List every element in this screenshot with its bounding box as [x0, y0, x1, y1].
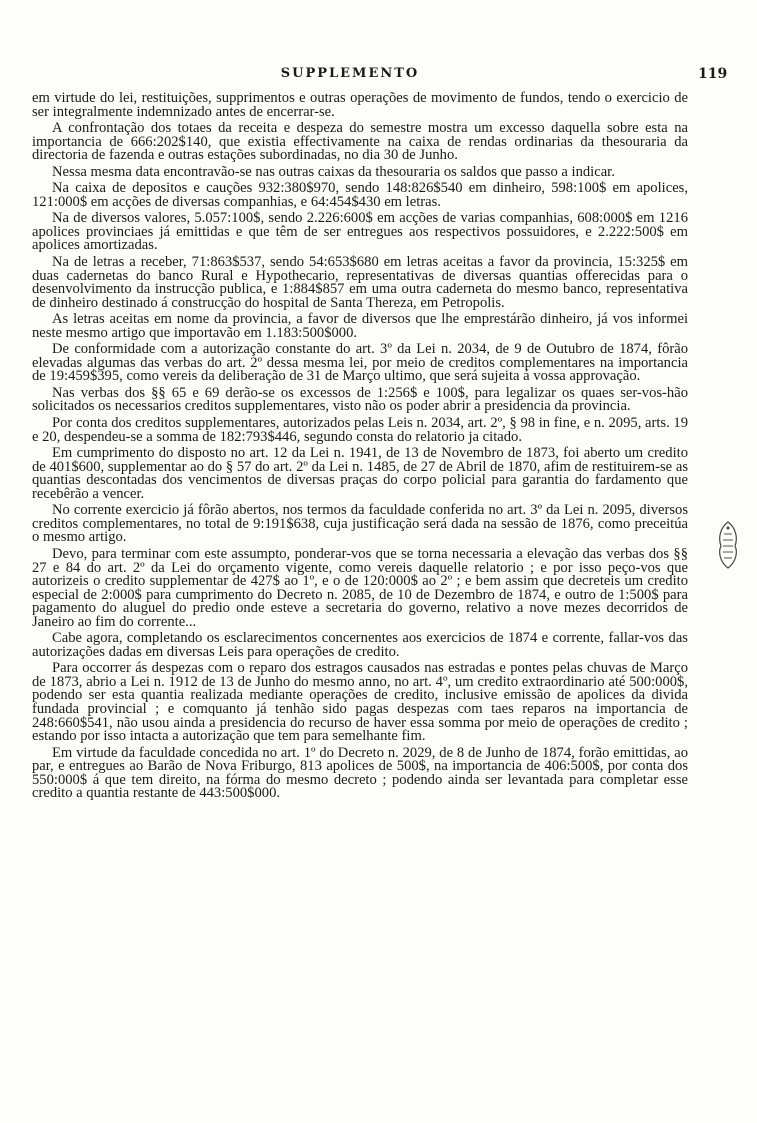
paragraph: Por conta dos creditos supplementares, autorizados pelas Leis n. 2034, art. 2º, § 98 in fine, e n. 2095, arts. 19 e 20, despendeu-se a somma de 182:793$446, segundo consta do relatorio ja citado. — [32, 415, 688, 445]
paragraph: Cabe agora, completando os esclarecimentos concernentes aos exercicios de 1874 e corrente, fallar-vos das autorizações dadas em diversas Leis para operações de credito. — [32, 630, 688, 660]
paragraph: A confrontação dos totaes da receita e despeza do semestre mostra um excesso daquella sobre esta na importancia de 666:202$140, que existia effectivamente na caixa de rendas ordinarias da thesouraria da directoria de fazenda e outras estações subordinadas, no dia 30 de Junho. — [32, 120, 688, 164]
paragraph: em virtude do lei, restituições, supprimentos e outras operações de movimento de fundos, tendo o exercicio de ser integralmente indemnizado antes de encerrar-se. — [32, 90, 688, 120]
paragraph: Devo, para terminar com este assumpto, ponderar-vos que se torna necessaria a elevação das verbas dos §§ 27 e 84 do art. 2º da Lei do orçamento vigente, como vereis daquelle relatorio ; e por isso peço-vos que autorizeis o credito supplementar de 427$ ao 1º, e o de 120:000$ ao 2º ; e bem assim que decreteis um credito especial de 2:000$ para cumprimento do Decreto n. 2085, de 10 de Dezembro de 1874, e outro de 1:500$ para pagamento do aluguel do predio onde esteve a secretaria do governo, relativo a nove mezes decorridos de Janeiro ao fim do corrente... — [32, 545, 688, 630]
margin-stamp-icon — [714, 520, 742, 570]
page-number: 119 — [698, 66, 728, 82]
paragraph: Na de diversos valores, 5.057:100$, sendo 2.226:600$ em acções de varias companhias, 608:000$ em 1216 apolices provinciaes já emittidas e que têm de ser entregues aos respectivos possuidores, e 2.222:500$ em apolices amortizadas. — [32, 210, 688, 254]
paragraph: Na caixa de depositos e cauções 932:380$970, sendo 148:826$540 em dinheiro, 598:100$ em apolices, 121:000$ em acções de diversas companhias, e 64:454$430 em letras. — [32, 180, 688, 210]
paragraph: Nas verbas dos §§ 65 e 69 derão-se os excessos de 1:256$ e 100$, para legalizar os quaes ser-vos-hão solicitados os necessarios creditos supplementares, visto não os poder abrir a presidencia da provincia. — [32, 384, 688, 415]
paragraph: Nessa mesma data encontravão-se nas outras caixas da thesouraria os saldos que passo a indicar. — [52, 163, 615, 180]
paragraph: As letras aceitas em nome da provincia, a favor de diversos que lhe emprestárão dinheiro, já vos informei neste mesmo artigo que importavão em 1.183:500$000. — [32, 311, 688, 341]
paragraph: Na de letras a receber, 71:863$537, sendo 54:653$680 em letras aceitas a favor da provincia, 15:325$ em duas cadernetas do banco Rural e Hypothecario, representativas de diversas quantias offerecidas para o desenvolvimento da instrucção publica, e 1:884$857 em uma outra caderneta do mesmo banco, representativa de dinheiro destinado á construcção do hospital de Santa Thereza, em Petropolis. — [32, 254, 688, 311]
paragraph: Em cumprimento do disposto no art. 12 da Lei n. 1941, de 13 de Novembro de 1873, foi aberto um credito de 401$600, supplementar ao do § 57 do art. 2º da Lei n. 1485, de 27 de Abril de 1870, afim de restituirem-se as quantias descontadas dos vencimentos de diversas praças do corpo policial para garantia do fardamento que recebêrão a vencer. — [32, 445, 688, 502]
page-header-title: SUPPLEMENTO — [280, 66, 420, 81]
paragraph: Em virtude da faculdade concedida no art. 1º do Decreto n. 2029, de 8 de Junho de 1874, forão emittidas, ao par, e entregues ao Barão de Nova Friburgo, 813 apolices de 500$, na importancia de 406:500$, por conta dos 550:000$ á que tem direito, na fórma do mesmo decreto ; podendo ainda ser levantada para completar esse credito a quantia restante de 443:500$000. — [32, 744, 688, 802]
paragraph: De conformidade com a autorização constante do art. 3º da Lei n. 2034, de 9 de Outubro de 1874, fôrão elevadas algumas das verbas do art. 2º dessa mesma lei, por meio de creditos complementares na importancia de 19:459$395, como vereis da deliberação de 31 de Março ultimo, que será sujeita á vossa approvação. — [32, 341, 688, 385]
paragraph: No corrente exercicio já fôrão abertos, nos termos da faculdade conferida no art. 3º da Lei n. 2095, diversos creditos complementares, no total de 9:191$638, cuja justificação será dada na sessão de 1876, como preceitúa o mesmo artigo. — [32, 502, 688, 546]
paragraph: Para occorrer ás despezas com o reparo dos estragos causados nas estradas e pontes pelas chuvas de Março de 1873, abrio a Lei n. 1912 de 13 de Junho do mesmo anno, no art. 4º, um credito extraordinario até 500:000$, podendo ser esta quantia realizada mediante operações de credito, inclusive emissão de apolices da divida fundada provincial ; e comquanto já tenhão sido pagas despezas com taes reparos na importancia de 248:660$541, não usou ainda a presidencia do recurso de haver essa somma por meio de operações de credito ; estando por isso intacta a autorização que tem para semelhante fim. — [32, 660, 688, 745]
body-text — [32, 92, 688, 804]
